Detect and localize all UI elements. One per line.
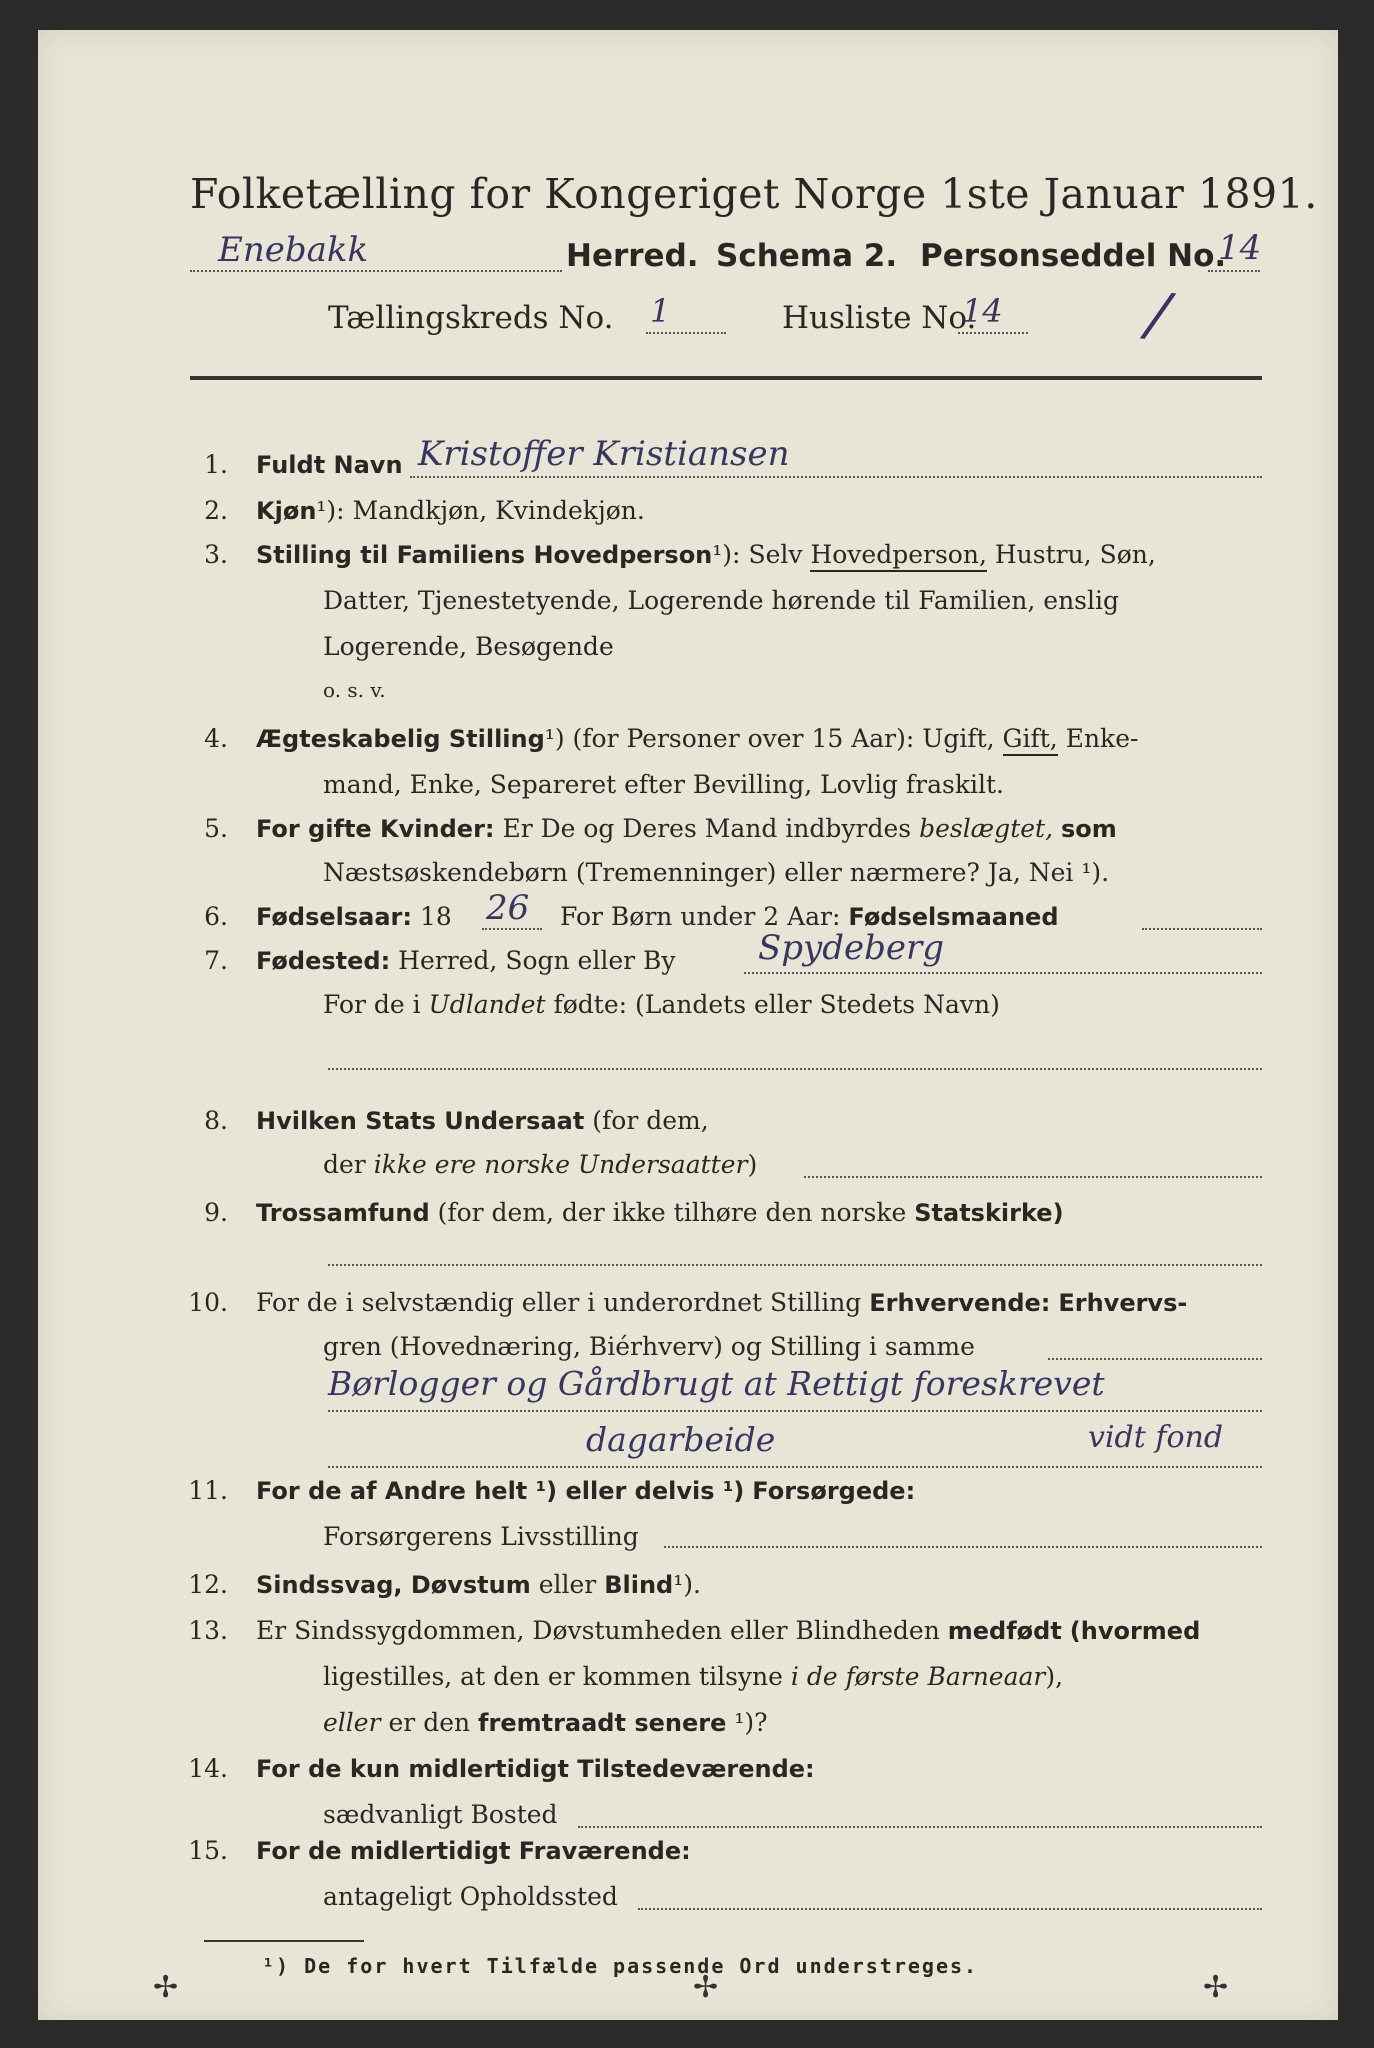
q4-line-1: Ægteskabelig Stilling¹) (for Personer over 15 Aar): Ugift, Gift, Enke- [256, 724, 1138, 753]
q5-number: 5. [204, 814, 228, 843]
q10-dotted-line-2 [328, 1410, 1262, 1412]
q4-number: 4. [204, 724, 228, 753]
husliste-dotted-line [958, 332, 1028, 334]
q14-dotted-line [578, 1826, 1262, 1828]
q12-line: Sindssvag, Døvstum eller Blind¹). [256, 1570, 701, 1599]
q10-dotted-line-3 [328, 1466, 1262, 1468]
q1-value: Kristoffer Kristiansen [418, 434, 790, 474]
kreds-value: 1 [650, 292, 671, 330]
footnote-rule [204, 1940, 364, 1942]
q10-dotted-line [1048, 1358, 1262, 1360]
personseddel-value: 14 [1218, 228, 1262, 268]
q7-line-1: Fødested: Herred, Sogn eller By [256, 946, 676, 975]
q14-line-2: sædvanligt Bosted [323, 1800, 558, 1829]
q9-line-1: Trossamfund (for dem, der ikke tilhøre den norske Statskirke) [256, 1198, 1064, 1227]
q8-line-1: Hvilken Stats Undersaat (for dem, [256, 1106, 709, 1135]
q11-dotted-line [664, 1546, 1262, 1548]
q11-number: 11. [188, 1476, 228, 1505]
husliste-label: Husliste No. [782, 300, 977, 336]
q11-line-2: Forsørgerens Livsstilling [323, 1522, 639, 1551]
q13-line-2: ligestilles, at den er kommen tilsyne i de første Barneaar), [323, 1662, 1064, 1691]
q6-line: Fødselsaar: 18 [256, 902, 452, 931]
herred-value: Enebakk [218, 230, 369, 270]
q9-dotted-line [328, 1264, 1262, 1266]
q1-number: 1. [204, 450, 228, 479]
personseddel-dotted-line [1208, 270, 1260, 272]
q9-number: 9. [204, 1198, 228, 1227]
q7-abroad-dotted-line [328, 1068, 1262, 1070]
q7-number: 7. [204, 946, 228, 975]
personseddel-label: Personseddel No. [920, 238, 1227, 274]
kreds-label: Tællingskreds No. [328, 300, 614, 336]
q2-line: Kjøn¹): Mandkjøn, Kvindekjøn. [256, 496, 645, 525]
registration-mark-center: ✢ [693, 1970, 719, 2005]
q8-number: 8. [204, 1106, 228, 1135]
q7-dotted-line [744, 972, 1262, 974]
schema-label: Schema 2. [716, 238, 898, 274]
q14-number: 14. [188, 1754, 228, 1783]
q13-line-3: eller er den fremtraadt senere ¹)? [323, 1708, 768, 1737]
q10-number: 10. [188, 1288, 228, 1317]
q13-number: 13. [188, 1616, 228, 1645]
q6-value: 26 [486, 888, 530, 928]
footnote: ¹) De for hvert Tilfælde passende Ord understreges. [262, 1954, 979, 1978]
q5-line-2: Næstsøskendebørn (Tremenninger) eller nærmere? Ja, Nei ¹). [323, 858, 1110, 887]
q11-line-1: For de af Andre helt ¹) eller delvis ¹) Forsørgede: [256, 1477, 916, 1505]
q2-number: 2. [204, 496, 228, 525]
q15-number: 15. [188, 1836, 228, 1865]
q10-handwritten-3: vidt fond [1088, 1420, 1224, 1455]
q13-line-1: Er Sindssygdommen, Døvstumheden eller Blindheden medfødt (hvormed [256, 1616, 1201, 1645]
pencil-mark: / [1143, 278, 1173, 352]
q8-line-2: der ikke ere norske Undersaatter) [323, 1150, 758, 1179]
herred-dotted-line [190, 270, 562, 272]
q6-line-b: For Børn under 2 Aar: Fødselsmaaned [560, 902, 1059, 931]
form-title: Folketælling for Kongeriget Norge 1ste Januar 1891. [190, 170, 1318, 218]
q15-dotted-line [638, 1908, 1262, 1910]
q7-value: Spydeberg [758, 928, 945, 968]
q10-line-2: gren (Hovednæring, Biérhverv) og Stilling i samme [323, 1332, 975, 1361]
header-rule [190, 376, 1262, 380]
kreds-dotted-line [646, 332, 726, 334]
herred-label: Herred. [566, 238, 699, 274]
registration-mark-right: ✢ [1203, 1970, 1229, 2005]
q10-handwritten-1: Børlogger og Gårdbrugt at Rettigt foreskrevet [328, 1364, 1105, 1403]
q6-number: 6. [204, 902, 228, 931]
q1-label: Fuldt Navn [256, 451, 403, 479]
q6-dotted-line [482, 928, 542, 930]
q1-dotted-line [410, 476, 1262, 478]
q7-line-2: For de i Udlandet fødte: (Landets eller Stedets Navn) [323, 990, 1000, 1019]
q12-number: 12. [188, 1570, 228, 1599]
q15-line-2: antageligt Opholdssted [323, 1882, 618, 1911]
registration-mark-left: ✢ [153, 1970, 179, 2005]
q4-line-2: mand, Enke, Separeret efter Bevilling, Lovlig fraskilt. [323, 770, 1004, 799]
husliste-value: 14 [962, 292, 1003, 330]
q8-dotted-line [804, 1176, 1262, 1178]
q5-line-1: For gifte Kvinder: Er De og Deres Mand indbyrdes beslægtet, som [256, 814, 1117, 843]
q3-line-4: o. s. v. [323, 678, 386, 702]
q3-line-2: Datter, Tjenestetyende, Logerende hørende til Familien, enslig [323, 586, 1120, 615]
q3-line-3: Logerende, Besøgende [323, 632, 614, 661]
q10-handwritten-2: dagarbeide [586, 1420, 776, 1459]
census-form-page [38, 30, 1338, 2020]
q10-line-1: For de i selvstændig eller i underordnet Stilling Erhvervende: Erhvervs- [256, 1288, 1188, 1317]
q3-number: 3. [204, 540, 228, 569]
q15-line-1: For de midlertidigt Fraværende: [256, 1837, 691, 1865]
q14-line-1: For de kun midlertidigt Tilstedeværende: [256, 1755, 815, 1783]
q6-month-dotted-line [1142, 928, 1262, 930]
q3-line-1: Stilling til Familiens Hovedperson¹): Selv Hovedperson, Hustru, Søn, [256, 540, 1156, 569]
